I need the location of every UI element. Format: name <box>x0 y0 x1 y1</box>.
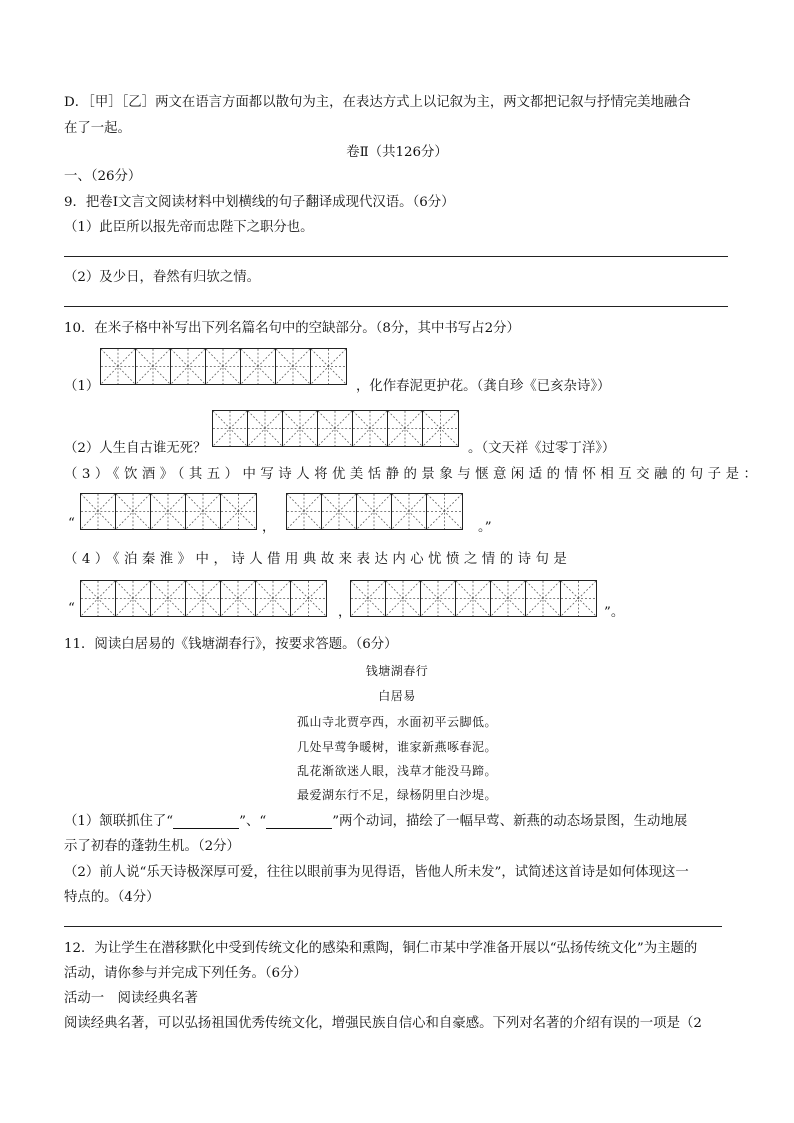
mizige-cell[interactable] <box>206 349 241 384</box>
poem-line-4: 最爱湖东行不足，绿杨阴里白沙堤。 <box>296 788 497 802</box>
mizige-cell[interactable] <box>526 581 561 616</box>
mizige-cell[interactable] <box>311 349 346 384</box>
mizige-cell[interactable] <box>386 581 421 616</box>
mizige-cell[interactable] <box>136 349 171 384</box>
mizige-cell[interactable] <box>241 349 276 384</box>
q10-s3-mizige-grid-b[interactable] <box>286 493 463 530</box>
poem-line-3: 乱花渐欲迷人眼，浅草才能没马蹄。 <box>296 764 497 778</box>
mizige-cell[interactable] <box>221 494 256 529</box>
mizige-cell[interactable] <box>357 494 392 529</box>
q8-option-d-line2: 在了一起。 <box>64 121 131 136</box>
mizige-cell[interactable] <box>322 494 357 529</box>
mizige-cell[interactable] <box>171 349 206 384</box>
q11-s1-line2: 示了初春的蓬勃生机。（2分） <box>64 839 240 854</box>
q9-sentence-1: （1）此臣所以报先帝而忠陛下之职分也。 <box>64 220 314 235</box>
mizige-cell[interactable] <box>287 494 322 529</box>
mizige-cell[interactable] <box>101 349 136 384</box>
mizige-cell[interactable] <box>353 411 388 446</box>
mizige-cell[interactable] <box>213 411 248 446</box>
poem-line-2: 几处早莺争暖树，谁家新燕啄春泥。 <box>296 740 497 754</box>
volume2-title: 卷Ⅱ（共126分） <box>346 145 448 160</box>
q10-s3-open-quote: “ <box>68 516 75 531</box>
mizige-cell[interactable] <box>351 581 386 616</box>
q10-s2-prefix: （2）人生自古谁无死？ <box>64 441 207 456</box>
mizige-cell[interactable] <box>81 581 116 616</box>
q10-s4-close: ”。 <box>604 605 625 620</box>
mizige-cell[interactable] <box>151 494 186 529</box>
mizige-cell[interactable] <box>318 411 353 446</box>
q10-s4-open-quote: “ <box>68 601 75 616</box>
q10-s3-comma: ， <box>262 520 276 535</box>
mizige-cell[interactable] <box>423 411 458 446</box>
mizige-cell[interactable] <box>427 494 462 529</box>
mizige-cell[interactable] <box>116 494 151 529</box>
mizige-cell[interactable] <box>81 494 116 529</box>
q9-answer-line-1[interactable] <box>64 256 728 257</box>
q10-stem: 10．在米子格中补写出下列名篇名句中的空缺部分。（8分，其中书写占2分） <box>64 321 520 336</box>
q10-s4-comma: ， <box>338 605 352 620</box>
mizige-cell[interactable] <box>248 411 283 446</box>
q11-s1-part-a: （1）颔联抓住了“ <box>64 814 174 829</box>
q11-answer-line[interactable] <box>64 926 722 927</box>
q11-s2-line1: （2）前人说“乐天诗极深厚可爱，往往以眼前事为见得语，皆他人所未发”，试简述这首诗是如何体现这一 <box>64 865 689 880</box>
section-1-heading: 一、（26分） <box>64 169 142 184</box>
q10-s4-mizige-grid-b[interactable] <box>350 580 597 617</box>
q10-s2-suffix: 。（文天祥《过零丁洋》） <box>468 441 616 456</box>
q8-option-d-line1: D．［甲］［乙］两文在语言方面都以散句为主，在表达方式上以记叙为主，两文都把记叙与抒情完美地融合 <box>64 95 691 110</box>
poem-title: 钱塘湖春行 <box>365 664 429 678</box>
q10-s4-mizige-grid-a[interactable] <box>80 580 327 617</box>
q12-activity-1-heading: 活动一 阅读经典名著 <box>64 991 198 1006</box>
mizige-cell[interactable] <box>392 494 427 529</box>
mizige-cell[interactable] <box>283 411 318 446</box>
mizige-cell[interactable] <box>186 494 221 529</box>
poem-author: 白居易 <box>378 689 416 703</box>
q11-stem: 11．阅读白居易的《钱塘湖春行》，按要求答题。（6分） <box>64 637 398 652</box>
q11-s1-line1 <box>64 810 687 829</box>
mizige-cell[interactable] <box>276 349 311 384</box>
poem-line-1: 孤山寺北贾亭西，水面初平云脚低。 <box>296 715 497 729</box>
mizige-cell[interactable] <box>456 581 491 616</box>
q10-s3-text: （3）《饮酒》（其五）中写诗人将优美恬静的景象与惬意闲适的情怀相互交融的句子是： <box>64 467 762 482</box>
mizige-cell[interactable] <box>421 581 456 616</box>
mizige-cell[interactable] <box>151 581 186 616</box>
q11-s2-line2: 特点的。（4分） <box>64 890 160 905</box>
q10-s2-mizige-grid[interactable] <box>212 410 459 447</box>
q12-stem-line1: 12．为让学生在潜移默化中受到传统文化的感染和熏陶，铜仁市某中学准备开展以“弘扬传统文化”为主题的 <box>64 941 698 956</box>
mizige-cell[interactable] <box>221 581 256 616</box>
mizige-cell[interactable] <box>256 581 291 616</box>
q11-blank-1[interactable] <box>173 814 239 829</box>
q9-stem: 9．把卷Ⅰ文言文阅读材料中划横线的句子翻译成现代汉语。（6分） <box>64 195 455 210</box>
mizige-cell[interactable] <box>116 581 151 616</box>
q12-activity-1-text: 阅读经典名著，可以弘扬祖国优秀传统文化，增强民族自信心和自豪感。下列对名著的介绍有误的一项是（2 <box>64 1016 702 1031</box>
q9-sentence-2: （2）及少日，眷然有归欤之情。 <box>64 270 260 285</box>
q10-s1-prefix: （1） <box>64 379 100 394</box>
q11-s1-part-b: ”、“ <box>239 814 267 829</box>
q10-s1-suffix: ，化作春泥更护花。（龚自珍《已亥杂诗》） <box>356 379 611 394</box>
mizige-cell[interactable] <box>388 411 423 446</box>
mizige-cell[interactable] <box>491 581 526 616</box>
mizige-cell[interactable] <box>186 581 221 616</box>
mizige-cell[interactable] <box>291 581 326 616</box>
q12-stem-line2: 活动，请你参与并完成下列任务。（6分） <box>64 966 307 981</box>
q11-blank-2[interactable] <box>266 814 332 829</box>
q10-s1-mizige-grid[interactable] <box>100 348 347 385</box>
q11-s1-part-c: ”两个动词，描绘了一幅早莺、新燕的动态场景图，生动地展 <box>332 814 688 829</box>
q9-answer-line-2[interactable] <box>64 306 728 307</box>
q10-s3-mizige-grid-a[interactable] <box>80 493 257 530</box>
mizige-cell[interactable] <box>561 581 596 616</box>
q10-s3-close: 。” <box>478 520 492 535</box>
q10-s4-text: （4）《泊秦淮》中，诗人借用典故来表达内心忧愤之情的诗句是 <box>64 552 572 567</box>
